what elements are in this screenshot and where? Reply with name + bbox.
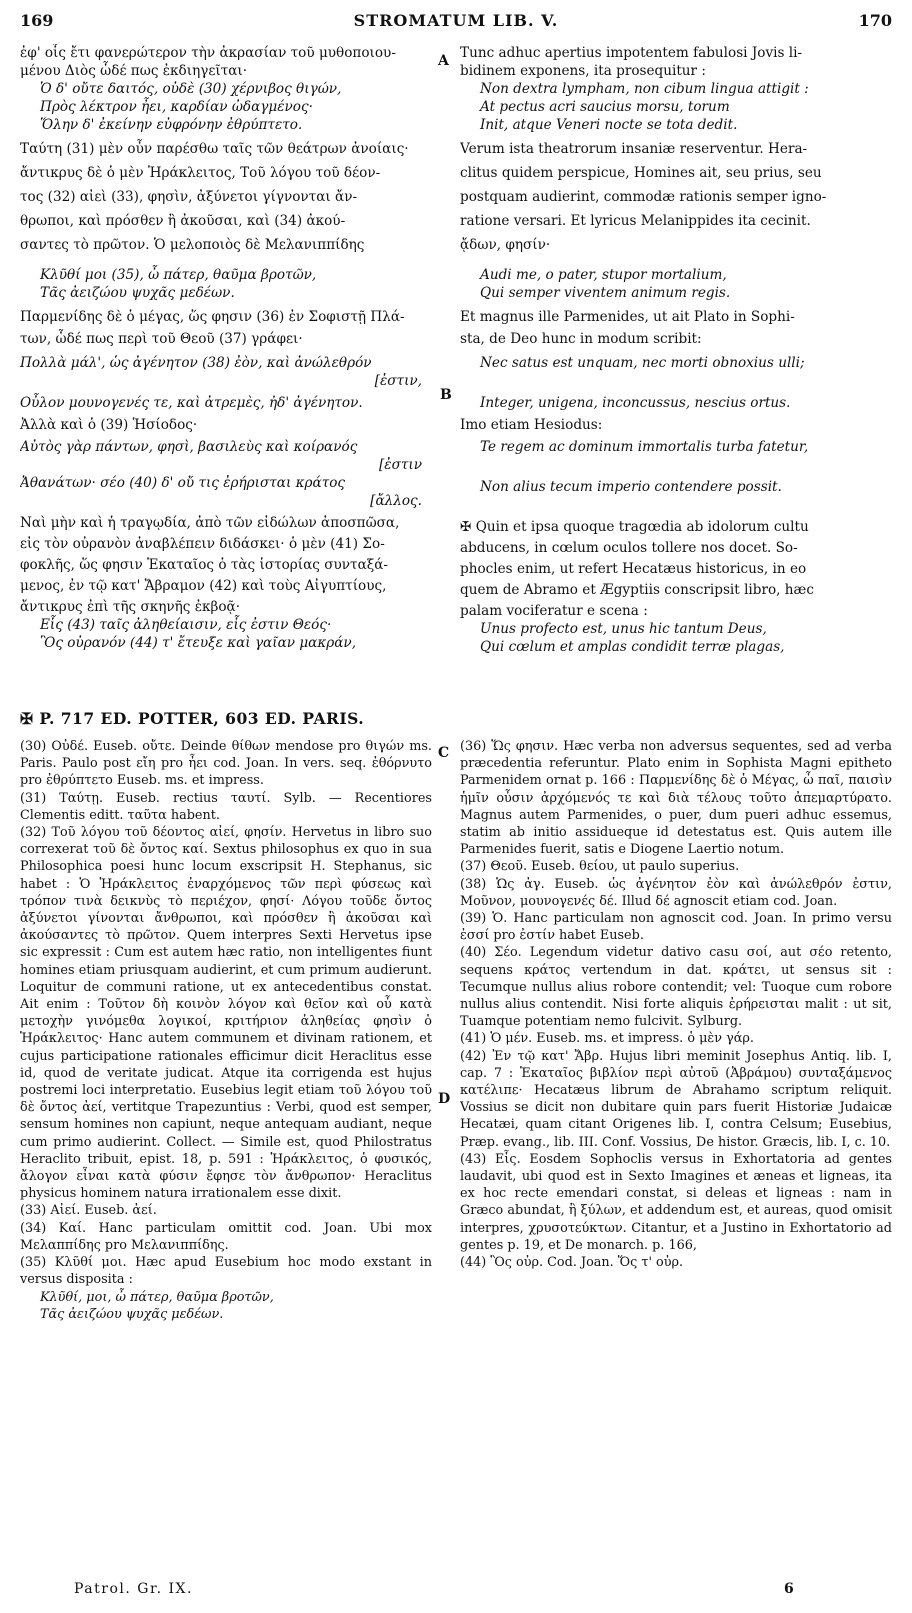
latin-verse: Integer, unigena, inconcussus, nescius ortus.: [480, 395, 791, 411]
greek-line: ἄντικρυς ἐπὶ τῆς σκηνῆς ἐκβοᾷ·: [20, 599, 241, 615]
greek-verse: Ἀθανάτων· σέο (40) δ' οὔ τις ἐρήρισται κράτος: [20, 475, 346, 491]
margin-letter-c: C: [438, 745, 450, 761]
right-page-number: 170: [858, 11, 892, 30]
latin-line: postquam audierint, commodæ rationis semper igno-: [460, 189, 827, 205]
note-36: (36) Ὥς φησιν. Hæc verba non adversus sequentes, sed ad verba præcedentia referuntur. Plato enim in Sophista Magni epitheto Parmenidem ornat p. 166 : Παρμενίδης δὲ ὁ Μέγας, ὦ παῖ, παισὶν ἡμῖν οὖσιν ἀρχόμενός τε καὶ διὰ τέλους τοῦτο ἀπεμαρτύρατο. Magnus autem Parmenides, o puer, dum pueri adhuc essemus, statim ab initio assidueque id detestatus est. Quis autem ille Parmenides fuerit, satis e Diogene Laertio notum.: [460, 739, 892, 858]
footer-patrol: Patrol. Gr. IX.: [74, 1581, 193, 1597]
note-33: (33) Αἰεί. Euseb. ἀεί.: [20, 1203, 157, 1219]
note-30: (30) Οὐδέ. Euseb. οὔτε. Deinde θίθων mendose pro θιγών ms. Paris. Paulo post εἴη pro ἦει cod. Joan. In vers. seq. ἐθόρνυτο pro ἐθρύπτετο Euseb. ms. et impress.: [20, 739, 432, 789]
greek-verse-runover: [ἐστιν,: [374, 373, 422, 389]
latin-line: bidinem exponens, ita prosequitur :: [460, 63, 706, 79]
note-35: (35) Κλῦθί μοι. Hæc apud Eusebium hoc modo exstant in versus disposita :: [20, 1255, 432, 1288]
greek-line: τος (32) αἰεὶ (33), φησὶν, ἀξύνετοι γίγνονται ἄν-: [20, 189, 358, 205]
latin-verse: At pectus acri saucius morsu, torum: [480, 99, 730, 115]
greek-line: Ἀλλὰ καὶ ὁ (39) Ἡσίοδος·: [20, 417, 198, 433]
greek-line: Ταύτη (31) μὲν οὖν παρέσθω ταῖς τῶν θεάτρων ἀνοίαις·: [20, 141, 409, 157]
note-42: (42) Ἐν τῷ κατ' Ἄβρ. Hujus libri meminit Josephus Antiq. lib. I, cap. 7 : Ἑκαταῖος βιβλίον περὶ αὐτοῦ (Ἀβράμου) συνταξάμενος κατέλιπε· Hecatæus librum de Abrahamo scriptum reliquit. Vossius se dicit non dubitare quin pars fuerit Historiæ Judaicæ Hecatæi, quam citant Origenes lib. I, contra Celsum; Eusebius, Præp. evang., lib. III. Conf. Vossius, De histor. Græcis, lib. I, c. 10.: [460, 1048, 892, 1150]
note-44: (44) Ὃς οὐρ. Cod. Joan. Ὅς τ' οὐρ.: [460, 1255, 684, 1271]
greek-line: θρωποι, καὶ πρόσθεν ἢ ἀκοῦσαι, καὶ (34) ἀκού-: [20, 213, 346, 229]
greek-verse: Κλῦθί μοι (35), ὦ πάτερ, θαῦμα βροτῶν,: [40, 267, 317, 283]
page-title: STROMATUM LIB. V.: [353, 11, 559, 30]
latin-line: Imo etiam Hesiodus:: [460, 417, 603, 433]
latin-line: sta, de Deo hunc in modum scribit:: [460, 331, 702, 347]
greek-verse: Ὁ δ' οὔτε δαιτός, οὐδὲ (30) χέρνιβος θιγών,: [40, 81, 342, 97]
greek-line: φοκλῆς, ὥς φησιν Ἑκαταῖος ὁ τὰς ἱστορίας συνταξά-: [20, 557, 389, 573]
notes-left-column: [20, 738, 432, 1578]
latin-verse: Init, atque Veneri nocte se tota dedit.: [480, 117, 738, 133]
note-31: (31) Ταύτῃ. Euseb. rectius ταυτί. Sylb. — Recentiores Clementis editt. ταῦτα habent.: [20, 790, 432, 823]
greek-line: των, ὧδέ πως περὶ τοῦ Θεοῦ (37) γράφει·: [20, 331, 303, 347]
latin-verse: Te regem ac dominum immortalis turba fatetur,: [480, 439, 809, 455]
note-34: (34) Καί. Hanc particulam omittit cod. Joan. Ubi mox Μελαππίδης pro Μελανιππίδης.: [20, 1220, 432, 1253]
latin-verse: Audi me, o pater, stupor mortalium,: [480, 267, 727, 283]
latin-line: abducens, in cœlum oculos tollere nos docet. So-: [460, 540, 798, 556]
note-40: (40) Σέο. Legendum videtur dativo casu σοί, aut σέο retento, sequens κράτος vertendum in dat. κράτει, ut sensus sit : Tecumque nullus alius robore contendit; vel: Tuoque cum robore nullus alius contendit. Nisi forte aliquis ἐρήρεισται malit : ut sit, Tuamque potentiam nemo fulcivit. Sylburg.: [460, 945, 892, 1030]
greek-verse: Ὃς οὐρανόν (44) τ' ἔτευξε καὶ γαῖαν μακράν,: [40, 635, 357, 651]
latin-line: ✠ Quin et ipsa quoque tragœdia ab idolorum cultu: [460, 519, 809, 535]
note-35-verse: Κλῦθί, μοι, ὦ πάτερ, θαῦμα βροτῶν,: [40, 1289, 274, 1305]
note-38: (38) Ὡς ἀγ. Euseb. ὡς ἀγένητον ἐὸν καὶ ἀνώλεθρόν ἐστιν, Μοῦνον, μουνογενές δέ. Illud δέ agnoscit etiam cod. Joan.: [460, 876, 892, 909]
greek-verse: Πολλὰ μάλ', ὡς ἀγένητον (38) ἐὸν, καὶ ἀνώλεθρόν: [20, 355, 372, 371]
latin-line: Et magnus ille Parmenides, ut ait Plato in Sophi-: [460, 309, 795, 325]
greek-verse-runover: [ἐστιν: [379, 457, 422, 473]
latin-line: quem de Abramo et Ægyptiis conscripsit libro, hæc: [460, 582, 814, 598]
latin-line: ratione versari. Et lyricus Melanippides ita cecinit.: [460, 213, 811, 229]
greek-verse: Εἷς (43) ταῖς ἀληθείαισιν, εἷς ἐστιν Θεός·: [40, 617, 332, 633]
greek-line: μένου Διὸς ὧδέ πως ἐκδιηγεῖται·: [20, 63, 248, 79]
margin-letter-a: A: [438, 53, 449, 69]
greek-verse: Αὐτὸς γὰρ πάντων, φησὶ, βασιλεὺς καὶ κοίρανός: [20, 439, 358, 455]
latin-verse: Unus profecto est, unus hic tantum Deus,: [480, 621, 767, 637]
left-page-number: 169: [20, 11, 54, 30]
greek-line: ἄντικρυς δὲ ὁ μὲν Ἡράκλειτος, Τοῦ λόγου τοῦ δέον-: [20, 165, 381, 181]
latin-verse: Qui cœlum et amplas condidit terræ plagas,: [480, 639, 785, 655]
greek-verse: Πρὸς λέκτρον ἦει, καρδίαν ὠδαγμένος·: [40, 99, 313, 115]
greek-line: μενος, ἐν τῷ κατ' Ἄβραμον (42) καὶ τοὺς Αἰγυπτίους,: [20, 578, 387, 594]
latin-line: palam vociferatur e scena :: [460, 603, 648, 619]
latin-line: clitus quidem perspicue, Homines ait, seu prius, seu: [460, 165, 822, 181]
note-39: (39) Ὁ. Hanc particulam non agnoscit cod. Joan. In primo versu ἐσσί pro ἐστίν habet Euseb.: [460, 911, 892, 944]
notes-right-column: [460, 738, 892, 1558]
section-heading: ✠ P. 717 ED. POTTER, 603 ED. PARIS.: [20, 709, 365, 728]
greek-line: σαντες τὸ πρῶτον. Ὁ μελοποιὸς δὲ Μελανιππίδης: [20, 237, 365, 253]
footer-signature: 6: [784, 1581, 796, 1597]
greek-verse: Τᾶς ἀειζώου ψυχᾶς μεδέων.: [40, 285, 235, 301]
greek-line: ἐφ' οἷς ἔτι φανερώτερον τὴν ἀκρασίαν τοῦ μυθοποιου-: [20, 45, 396, 61]
latin-verse: Non alius tecum imperio contendere possit.: [480, 479, 782, 495]
greek-line: Ναὶ μὴν καὶ ἡ τραγῳδία, ἀπὸ τῶν εἰδώλων ἀποσπῶσα,: [20, 515, 400, 531]
latin-line: Verum ista theatrorum insaniæ reserventur. Hera-: [460, 141, 808, 157]
latin-line: phocles enim, ut refert Hecatæus historicus, in eo: [460, 561, 807, 577]
greek-line: εἰς τὸν οὐρανὸν ἀναβλέπειν διδάσκει· ὁ μὲν (41) Σο-: [20, 536, 385, 552]
latin-verse: Qui semper viventem animum regis.: [480, 285, 731, 301]
greek-verse: Οὖλον μουνογενές τε, καὶ ἀτρεμὲς, ἠδ' ἀγένητον.: [20, 395, 363, 411]
latin-line: ᾄδων, φησίν·: [460, 237, 551, 253]
latin-verse: Nec satus est unquam, nec morti obnoxius ulli;: [480, 355, 805, 371]
greek-verse: Ὅλην δ' ἐκείνην εὐφρόνην ἐθρύπτετο.: [40, 117, 303, 133]
latin-text-column: [460, 44, 892, 696]
margin-letter-b: B: [440, 387, 452, 403]
greek-verse-runover: [ἄλλος.: [370, 493, 422, 509]
note-32: (32) Τοῦ λόγου τοῦ δέοντος αἰεί, φησίν. Hervetus in libro suo correxerat τοῦ δὲ ὄντος καί. Sextus philosophus ex quo in sua Philosophica poesi hunc locum exscripsit H. Stephanus, sic habet : Ὁ Ἡράκλειτος ἐναρχόμενος τῶν περὶ φύσεως καὶ τρόπον τινὰ δεικνὺς τὸ περιέχον, φησί· Λόγου τοῦδε ὄντος ἀξύνετοι γίνονται ἄνθρωποι, καὶ πρόσθεν ἢ ἀκοῦσαι καὶ ἀκούσαντες τὸ πρῶτον. Quem interpres Sexti Hervetus ipse sic expressit : Cum est autem hæc ratio, non intelligentes fiunt homines etiam priusquam audierint, et cum primum audierunt. Loquitur de communi ratione, ut ex antecedentibus constat. Ait enim : Τοῦτον δὴ κοινὸν λόγον καὶ θεῖον καὶ οὗ κατὰ μετοχὴν γινόμεθα λογικοί, κριτήριον ἀληθείας φησὶν ὁ Ἡράκλειτος· Hanc autem communem et divinam rationem, et cujus participatione rationales efficimur dicit Heraclitus esse id, quod de veritate judicat. Atque ita corrigenda est hujus postremi loci interpretatio. Eusebius legit etiam τοῦ λόγου τοῦ δὲ ὄντος ἀεί, vertitque Trapezuntius : Verbi, quod est semper, sensum homines non capiunt, neque antequam audiant, neque cum primo audierint. Collect. — Simile est, quod Philostratus Heraclito tribuit, epist. 18, p. 591 : Ἡράκλειτος, ὁ φυσικός, ἄλογον εἶναι κατὰ φύσιν ἔφησε τὸν ἄνθρωπον· Heraclitus physicus hominem natura irrationalem esse dixit.: [20, 825, 432, 1202]
latin-line: Tunc adhuc apertius impotentem fabulosi Jovis li-: [460, 45, 803, 61]
greek-line: Παρμενίδης δὲ ὁ μέγας, ὥς φησιν (36) ἐν Σοφιστῇ Πλά-: [20, 309, 405, 325]
running-header: [20, 8, 892, 34]
greek-text-column: [20, 44, 432, 696]
note-37: (37) Θεοῦ. Euseb. θείου, ut paulo superius.: [460, 859, 740, 875]
margin-letter-d: D: [438, 1091, 451, 1107]
note-43: (43) Εἷς. Eosdem Sophoclis versus in Exhortatoria ad gentes laudavit, ubi quod est in Sexto Imagines et æneas et ligneas, ita ex hoc recte emendari constat, si deleas et ligneas : nam in Græco abundat, ἢ ξύλων, et addendum est, et aureas, quod omisit interpres, χρυσοτεύκτων. Citantur, et a Justino in Exhortatorio ad gentes p. 19, et De monarch. p. 166,: [460, 1151, 892, 1253]
note-41: (41) Ὁ μέν. Euseb. ms. et impress. ὁ μὲν γάρ.: [460, 1031, 754, 1047]
latin-verse: Non dextra lympham, non cibum lingua attigit :: [480, 81, 809, 97]
note-35-verse: Τᾶς ἀειζώου ψυχᾶς μεδέων.: [40, 1306, 224, 1322]
